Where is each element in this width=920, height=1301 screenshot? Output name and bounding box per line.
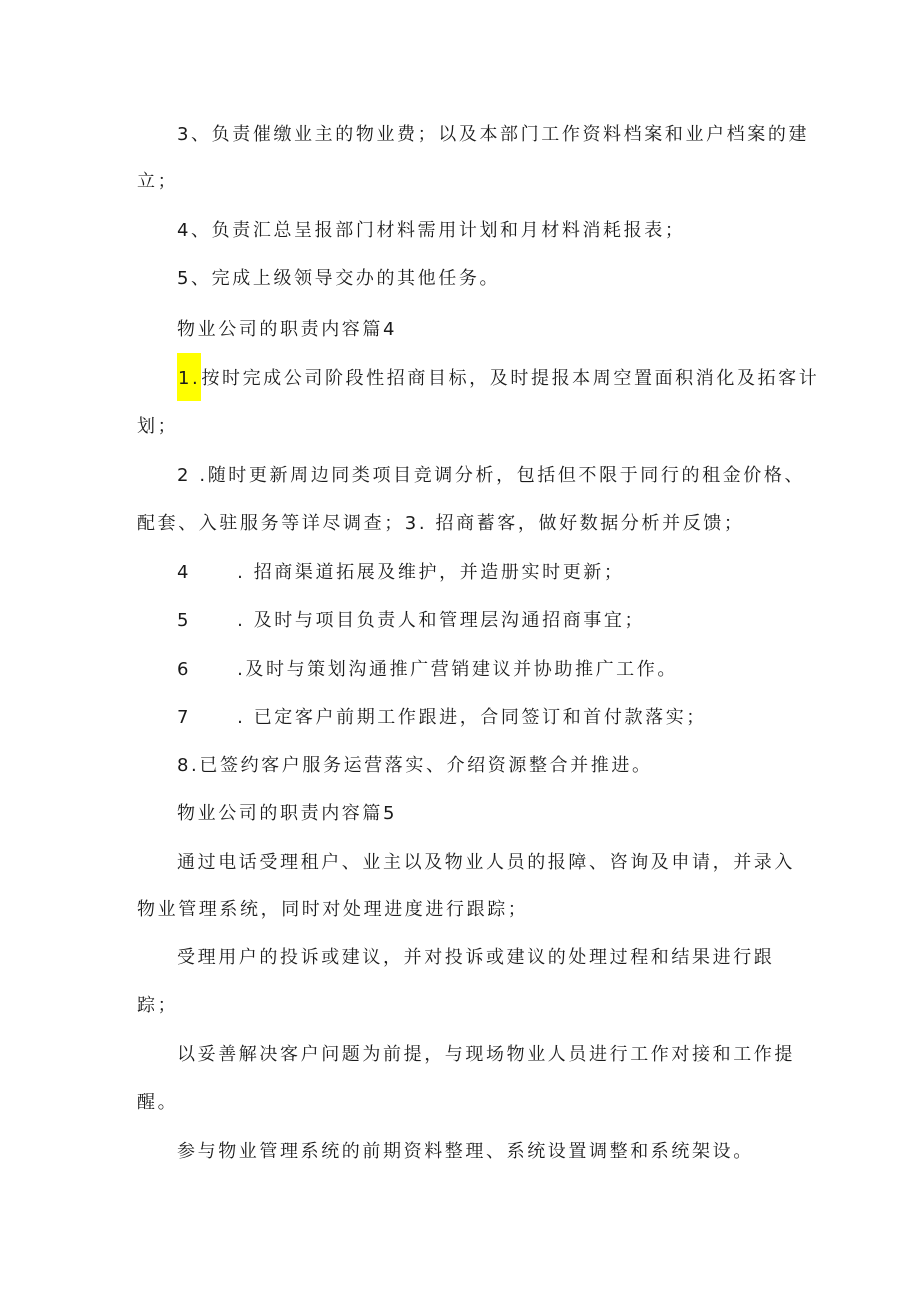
paragraph-line: 5、完成上级领导交办的其他任务。	[177, 268, 501, 289]
paragraph-line: 参与物业管理系统的前期资料整理、系统设置调整和系统架设。	[177, 1141, 754, 1162]
list-item	[177, 706, 707, 730]
list-text: .及时与策划沟通推广营销建议并协助推广工作。	[237, 659, 678, 680]
list-text: . 已定客户前期工作跟进，合同签订和首付款落实；	[237, 707, 707, 728]
paragraph-line: 醒。	[137, 1092, 179, 1113]
paragraph-line: 配套、入驻服务等详尽调查；3. 招商蓄客，做好数据分析并反馈；	[137, 513, 745, 534]
paragraph-line: 3、负责催缴业主的物业费；以及本部门工作资料档案和业户档案的建	[177, 124, 810, 145]
list-text: . 及时与项目负责人和管理层沟通招商事宜；	[237, 610, 646, 631]
paragraph-line: 通过电话受理租户、业主以及物业人员的报障、咨询及申请，并录入	[177, 852, 795, 873]
paragraph-line: 2 .随时更新周边同类项目竞调分析，包括但不限于同行的租金价格、	[177, 465, 806, 486]
paragraph-line: 4、负责汇总呈报部门材料需用计划和月材料消耗报表；	[177, 220, 686, 241]
paragraph-line: 立；	[137, 171, 179, 192]
paragraph-line: 以妥善解决客户问题为前提，与现场物业人员进行工作对接和工作提	[177, 1044, 795, 1065]
list-item	[177, 658, 678, 682]
list-number: 5	[177, 610, 192, 631]
list-number: 4	[177, 562, 192, 583]
paragraph-line: 物业管理系统，同时对处理进度进行跟踪；	[137, 899, 529, 920]
paragraph-line: 踪；	[137, 995, 179, 1016]
list-item	[177, 561, 625, 585]
paragraph-line: 划；	[137, 416, 179, 437]
highlighted-number: 1.	[177, 353, 201, 401]
section-heading: 物业公司的职责内容篇4	[177, 319, 398, 340]
paragraph-line: 受理用户的投诉或建议，并对投诉或建议的处理过程和结果进行跟	[177, 947, 775, 968]
section-heading: 物业公司的职责内容篇5	[177, 803, 398, 824]
paragraph-line	[177, 367, 819, 391]
paragraph-text: 按时完成公司阶段性招商目标，及时提报本周空置面积消化及拓客计	[201, 368, 820, 389]
list-number: 7	[177, 707, 192, 728]
list-item	[177, 609, 645, 633]
list-text: . 招商渠道拓展及维护，并造册实时更新；	[237, 562, 625, 583]
paragraph-line: 8.已签约客户服务运营落实、介绍资源整合并推进。	[177, 755, 653, 776]
list-number: 6	[177, 659, 192, 680]
